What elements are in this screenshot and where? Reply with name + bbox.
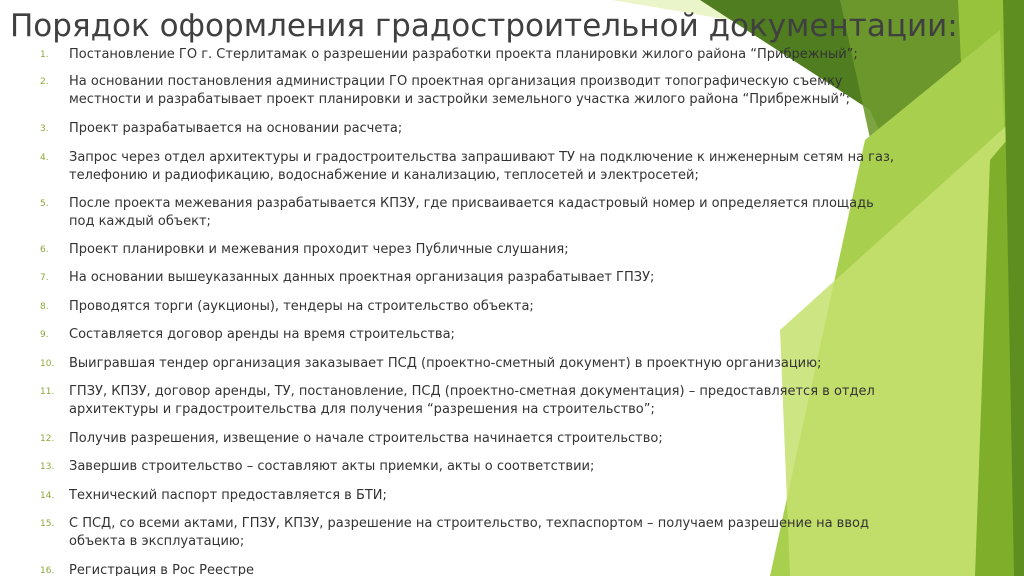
item-number: 16. (40, 566, 55, 576)
item-text: На основании постановления администрации ГО проектная организация производит топографическую съемку местности и разрабатывает проект планировки и застройки земельного участка жилого района “Прибрежный”; (69, 74, 851, 107)
item-text: Получив разрешения, извещение о начале строительства начинается строительство; (69, 431, 663, 446)
item-text: Проект разрабатывается на основании расчета; (69, 121, 403, 136)
item-text: Завершив строительство – составляют акты приемки, акты о соответствии; (69, 459, 595, 474)
item-text: ГПЗУ, КПЗУ, договор аренды, ТУ, постановление, ПСД (проектно-сметная документация) – предоставляется в отдел архитектуры и градостроительства для получения “разрешения на строительство”; (69, 384, 875, 417)
item-number: 9. (40, 330, 49, 340)
item-text: Выигравшая тендер организация заказывает ПСД (проектно-сметный документ) в проектную организацию; (69, 356, 822, 371)
item-text: Постановление ГО г. Стерлитамак о разрешении разработки проекта планировки жилого района “Прибрежный”; (69, 47, 858, 62)
item-text: Составляется договор аренды на время строительства; (69, 327, 455, 342)
item-number: 1. (40, 50, 49, 60)
item-number: 4. (40, 153, 49, 163)
item-text: С ПСД, со всеми актами, ГПЗУ, КПЗУ, разрешение на строительство, техпаспортом – получаем разрешение на ввод объекта в эксплуатацию; (69, 516, 869, 549)
item-number: 15. (40, 519, 55, 529)
item-text: После проекта межевания разрабатывается КПЗУ, где присваивается кадастровый номер и определяется площадь под каждый объект; (69, 196, 874, 229)
item-number: 12. (40, 434, 55, 444)
item-number: 2. (40, 77, 49, 87)
item-number: 7. (40, 273, 49, 283)
item-number: 14. (40, 491, 55, 501)
item-number: 3. (40, 124, 49, 134)
item-text: Регистрация в Рос Реестре (69, 563, 254, 576)
slide-title: Порядок оформления градостроительной документации: (10, 8, 958, 44)
item-text: На основании вышеуказанных данных проектная организация разрабатывает ГПЗУ; (69, 270, 655, 285)
item-number: 6. (40, 245, 49, 255)
item-number: 13. (40, 462, 55, 472)
item-number: 5. (40, 199, 49, 209)
item-number: 10. (40, 359, 55, 369)
item-number: 8. (40, 302, 49, 312)
item-text: Проводятся торги (аукционы), тендеры на строительство объекта; (69, 299, 534, 314)
item-text: Проект планировки и межевания проходит через Публичные слушания; (69, 242, 569, 257)
item-text: Запрос через отдел архитектуры и градостроительства запрашивают ТУ на подключение к инженерным сетям на газ, телефонию и радиофикацию, водоснабжение и канализацию, теплосетей и электросетей; (69, 150, 895, 183)
item-text: Технический паспорт предоставляется в БТИ; (69, 488, 387, 503)
item-number: 11. (40, 387, 55, 397)
